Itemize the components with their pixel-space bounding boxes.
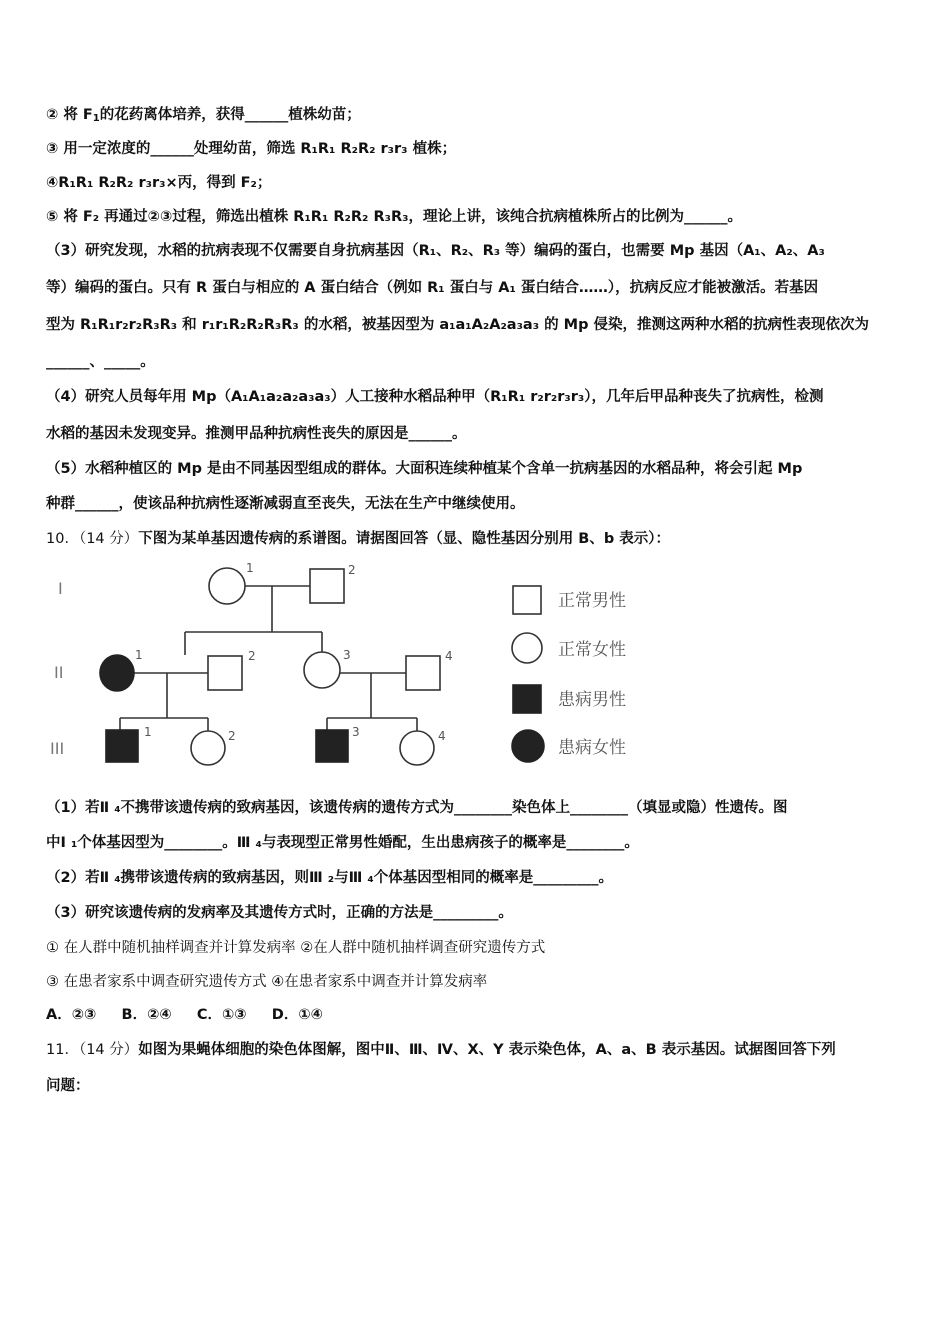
label-II-4: 4 xyxy=(445,649,453,663)
part3-line-3: 型为 R₁R₁r₂r₂R₃R₃ 和 r₁r₁R₂R₂R₃R₃ 的水稻，被基因型为 a₁a₁A₂A₂a₃a₃ 的 Mp 侵染，推测这两种水稻的抗病性表现依次为 xyxy=(46,317,870,333)
legend-normal-female-icon xyxy=(512,633,542,663)
individual-I-1 xyxy=(209,568,245,604)
gen-label-III: III xyxy=(50,739,65,758)
individual-II-1 xyxy=(100,655,134,691)
individual-III-1 xyxy=(106,730,138,762)
q10-heading: 10．（14 分）下图为某单基因遗传病的系谱图。请据图回答（显、隐性基因分别用 B、b 表示）： xyxy=(46,531,671,547)
part3-line-2: 等）编码的蛋白。只有 R 蛋白与相应的 A 蛋白结合（例如 R₁ 蛋白与 A₁ 蛋白结合……），抗病反应才能被激活。若基因 xyxy=(46,280,819,296)
label-I-2: 2 xyxy=(348,563,356,577)
label-III-3: 3 xyxy=(352,725,360,739)
q11-heading: 11．（14 分）如图为果蝇体细胞的染色体图解，图中Ⅱ、Ⅲ、Ⅳ、X、Y 表示染色体，A、a、B 表示基因。试据图回答下列 xyxy=(46,1042,836,1058)
q10-part2: （2）若Ⅱ ₄携带该遗传病的致病基因，则Ⅲ ₂与Ⅲ ₄个体基因型相同的概率是_________。 xyxy=(46,870,613,886)
step-3-text: ③ 用一定浓度的______处理幼苗，筛选 R₁R₁ R₂R₂ r₃r₃ 植株； xyxy=(46,141,457,157)
q10-part1-line-1: （1）若Ⅱ ₄不携带该遗传病的致病基因，该遗传病的遗传方式为________染色体上________（填显或隐）性遗传。图 xyxy=(46,800,788,816)
legend-affected-male-icon xyxy=(513,685,541,713)
legend-normal-male-label: 正常男性 xyxy=(558,591,626,611)
legend-affected-female-label: 患病女性 xyxy=(558,738,626,758)
label-II-2: 2 xyxy=(248,649,256,663)
pedigree-chart xyxy=(40,560,680,785)
q10-choices: A．②③ B．②④ C．①③ D．①④ xyxy=(46,1007,323,1023)
gen-label-I: I xyxy=(58,579,63,598)
legend-affected-female-icon xyxy=(512,730,544,762)
label-II-1: 1 xyxy=(135,648,143,662)
individual-III-2 xyxy=(191,731,225,765)
legend-affected-male-label: 患病男性 xyxy=(558,690,626,710)
step-2-text: ② 将 $F_1$的花药离体培养，获得______植株幼苗； xyxy=(46,107,361,124)
individual-III-3 xyxy=(316,730,348,762)
individual-II-2 xyxy=(208,656,242,690)
part3-line-1: （3）研究发现，水稻的抗病表现不仅需要自身抗病基因（R₁、R₂、R₃ 等）编码的蛋白，也需要 Mp 基因（A₁、A₂、A₃ xyxy=(46,243,825,259)
step-4-text: ④R₁R₁ R₂R₂ r₃r₃×丙，得到 F₂； xyxy=(46,175,272,191)
label-I-1: 1 xyxy=(246,561,254,575)
part4-line-1: （4）研究人员每年用 Mp（A₁A₁a₂a₂a₃a₃）人工接种水稻品种甲（R₁R₁ r₂r₂r₃r₃），几年后甲品种丧失了抗病性，检测 xyxy=(46,389,824,405)
step-5-text: ⑤ 将 F₂ 再通过②③过程，筛选出植株 R₁R₁ R₂R₂ R₃R₃，理论上讲，该纯合抗病植株所占的比例为______。 xyxy=(46,209,742,225)
legend-normal-female-label: 正常女性 xyxy=(558,640,626,660)
q11-heading-line-2: 问题： xyxy=(46,1078,90,1094)
part3-line-4: ______、_____。 xyxy=(46,354,155,370)
label-III-4: 4 xyxy=(438,729,446,743)
legend-normal-male-icon xyxy=(513,586,541,614)
q10-options-1-2: ① 在人群中随机抽样调查并计算发病率 ②在人群中随机抽样调查研究遗传方式 xyxy=(46,940,546,956)
label-II-3: 3 xyxy=(343,648,351,662)
label-III-2: 2 xyxy=(228,729,236,743)
label-III-1: 1 xyxy=(144,725,152,739)
individual-II-4 xyxy=(406,656,440,690)
q10-part1-line-2: 中Ⅰ ₁个体基因型为________。Ⅲ ₄与表现型正常男性婚配，生出患病孩子的概率是________。 xyxy=(46,835,639,851)
q10-part3: （3）研究该遗传病的发病率及其遗传方式时，正确的方法是_________。 xyxy=(46,905,513,921)
individual-III-4 xyxy=(400,731,434,765)
q10-options-3-4: ③ 在患者家系中调查研究遗传方式 ④在患者家系中调查并计算发病率 xyxy=(46,974,488,990)
part5-line-2: 种群______，使该品种抗病性逐渐减弱直至丧失，无法在生产中继续使用。 xyxy=(46,496,525,512)
individual-I-2 xyxy=(310,569,344,603)
part4-line-2: 水稻的基因未发现变异。推测甲品种抗病性丧失的原因是______。 xyxy=(46,426,467,442)
gen-label-II: II xyxy=(54,663,64,682)
individual-II-3 xyxy=(304,652,340,688)
part5-line-1: （5）水稻种植区的 Mp 是由不同基因型组成的群体。大面积连续种植某个含单一抗病基因的水稻品种，将会引起 Mp xyxy=(46,461,803,477)
